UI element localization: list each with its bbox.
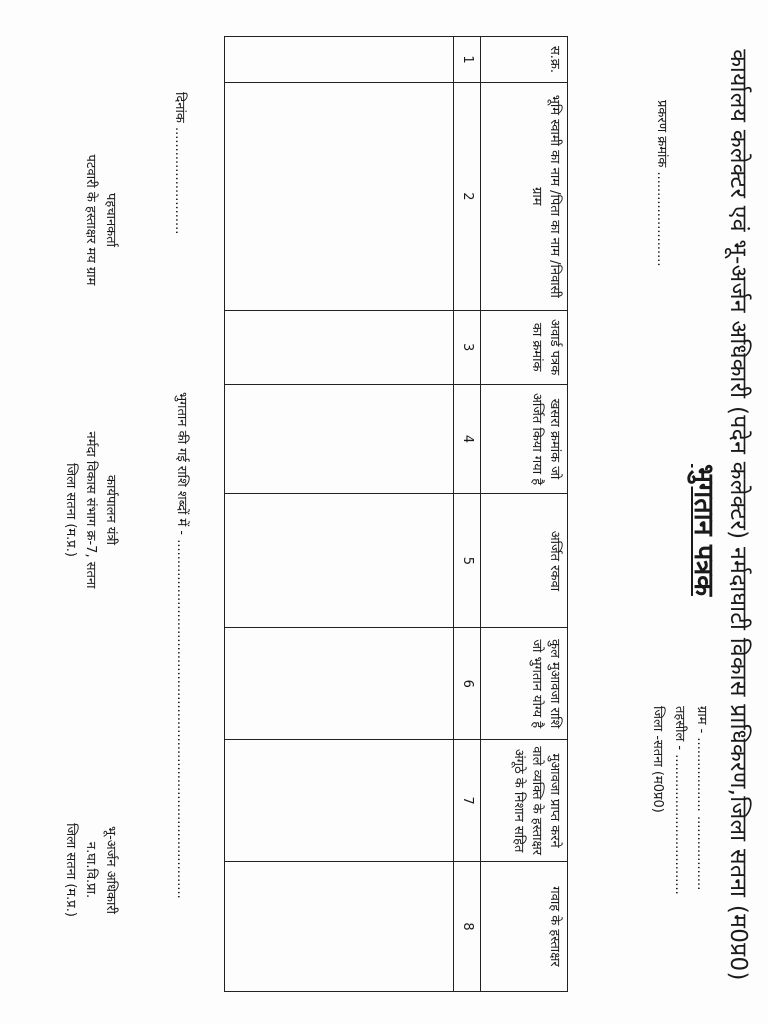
header-recipient-signature: मुआवजा प्राप्त करने वाले व्यक्ति के हस्ताक्षर अंगूठे के निशान सहित xyxy=(481,740,568,862)
village-line: ग्राम - .................. .................. xyxy=(694,706,709,891)
tehsil-line: तहसील - .................................. xyxy=(672,706,687,895)
col-number: 5 xyxy=(454,494,481,628)
table-cell xyxy=(225,740,454,862)
payment-table xyxy=(224,36,568,992)
header-acquired-area: अर्जित रकवा xyxy=(481,494,568,628)
document-subtitle: भुगतान पत्रक xyxy=(688,464,719,596)
date-field: दिनांक .......................... xyxy=(172,92,187,235)
header-owner-name: भूमि स्वामी का नाम /पिता का नाम /निवासी ग्राम xyxy=(481,82,568,310)
sign-line: नर्मदा विकास संभाग क्र-7, सतना xyxy=(83,431,98,589)
table-cell xyxy=(225,82,454,310)
village-block xyxy=(646,706,712,895)
sign-line: भू-अर्जन अधिकारी xyxy=(103,825,118,915)
col-number: 4 xyxy=(454,384,481,494)
table-cell xyxy=(225,384,454,494)
sign-line: कार्यपालन यंत्री xyxy=(103,475,118,545)
col-number: 1 xyxy=(454,37,481,83)
identifier-signature xyxy=(80,140,120,300)
header-khasra-number: खसरा क्रमांक जो अर्जित किया गया है xyxy=(481,384,568,494)
col-number: 6 xyxy=(454,628,481,740)
col-number: 2 xyxy=(454,82,481,310)
sign-line: जिला सतना (म.प्र.) xyxy=(63,823,78,917)
land-acquisition-officer-signature xyxy=(60,790,120,950)
table-cell xyxy=(225,310,454,384)
header-serial: स.क्र. xyxy=(481,37,568,83)
amount-in-words: भुगतान की गई राशि शब्दों में - ....................................................................................... xyxy=(174,392,189,899)
sign-line: जिला सतना (म.प्र.) xyxy=(63,463,78,557)
table-cell xyxy=(225,628,454,740)
col-number: 7 xyxy=(454,740,481,862)
district-line: जिला -सतना (म0प्र0) xyxy=(650,706,665,813)
table-cell xyxy=(225,494,454,628)
table-cell xyxy=(225,862,454,992)
case-number: प्रकरण क्रमांक ....................... xyxy=(654,100,669,267)
header-award-number: अवार्ड पत्रक का क्रमांक xyxy=(481,310,568,384)
table-cell xyxy=(225,37,454,83)
sign-line: पटवारी के हस्ताक्षर मय ग्राम xyxy=(83,154,98,286)
sign-line: पहचानकर्ता xyxy=(103,193,118,247)
col-number: 8 xyxy=(454,862,481,992)
header-witness-signature: गवाह के हस्ताक्षर xyxy=(481,862,568,992)
col-number: 3 xyxy=(454,310,481,384)
sign-line: न.घा.वि.प्रा. xyxy=(83,841,98,899)
header-total-compensation: कुल मुआवजा राशि जो भुगतान योग्य है xyxy=(481,628,568,740)
office-title: कार्यालय कलेक्टर एवं भू-अर्जन अधिकारी (पदेन कलेक्टर) नर्मदाघाटी विकास प्राधिकरण,जिला सतना (म0प्र0) xyxy=(725,49,751,981)
executive-engineer-signature xyxy=(60,400,120,620)
